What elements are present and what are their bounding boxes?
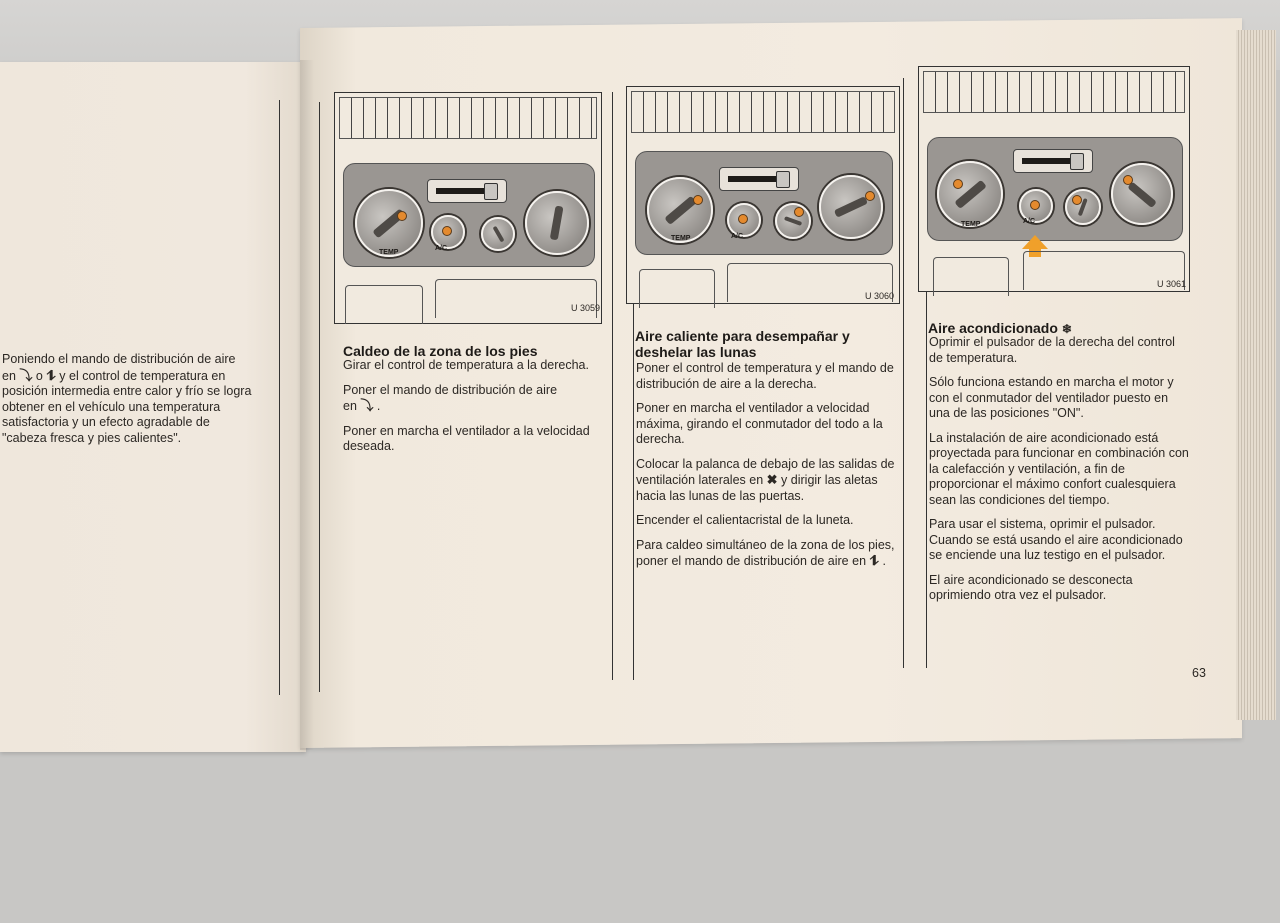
lower-compartment-left bbox=[639, 269, 715, 308]
ac-indicator-dot bbox=[442, 226, 452, 236]
figure-code: U 3060 bbox=[865, 291, 895, 301]
lower-compartment-left bbox=[345, 285, 423, 324]
section-body-defrost: Poner el control de temperatura y el mando de distribución de aire a la derecha. Poner en marcha el ventilador a velocidad máxima, girando el conmutador del todo a la derecha. Colocar la palanca de debajo de las salidas de ventilación laterales en ✖ y dirigir las aletas hacia las lunas de las puertas. Encender el calientacristal de la luneta. Para caldeo simultáneo de la zona de los pies, poner el mando de distribución de aire en ⥮ . bbox=[636, 361, 895, 568]
temp-indicator-dot bbox=[397, 211, 407, 221]
page-stack-edge bbox=[1236, 30, 1276, 720]
temp-label: TEMP bbox=[961, 221, 981, 228]
column-rule-2 bbox=[612, 92, 613, 680]
figure-code: U 3061 bbox=[1157, 279, 1187, 289]
figure-heater-panel-2 bbox=[626, 86, 900, 304]
snowflake-icon: ❄ bbox=[1061, 322, 1072, 336]
fan-knob bbox=[481, 217, 515, 251]
dashboard-vents bbox=[923, 71, 1185, 113]
temp-knob bbox=[937, 161, 1003, 227]
ac-label: A/C bbox=[1023, 218, 1036, 225]
distribution-indicator-dot bbox=[1123, 175, 1133, 185]
distribution-knob bbox=[525, 191, 589, 255]
distribution-knob bbox=[1111, 163, 1173, 225]
column-rule-1 bbox=[319, 102, 320, 692]
section-heading-feet: Caldeo de la zona de los pies bbox=[343, 343, 538, 359]
vent-closed-icon: ✖ bbox=[766, 472, 778, 487]
figure-heater-panel-1 bbox=[334, 92, 602, 324]
ac-indicator-dot bbox=[738, 214, 748, 224]
ac-indicator-dot bbox=[1030, 200, 1040, 210]
ac-arrow-icon bbox=[1022, 235, 1048, 249]
fan-knob bbox=[775, 203, 811, 239]
air-slider bbox=[719, 167, 799, 191]
foot-vent-icon: ⤵ bbox=[360, 398, 374, 413]
left-page-rule bbox=[279, 100, 280, 695]
fan-indicator-dot bbox=[1072, 195, 1082, 205]
fan-knob bbox=[1065, 189, 1101, 225]
page-number: 63 bbox=[1192, 666, 1206, 680]
dashboard-vents bbox=[631, 91, 895, 133]
ac-label: A/C bbox=[435, 245, 448, 252]
air-slider bbox=[427, 179, 507, 203]
foot-vent-icon: ⤵ bbox=[19, 367, 33, 383]
air-slider bbox=[1013, 149, 1093, 173]
dashboard-vents bbox=[339, 97, 597, 139]
temp-knob bbox=[355, 189, 423, 257]
temp-label: TEMP bbox=[379, 249, 399, 256]
foot-defrost-icon: ⥮ bbox=[869, 553, 879, 568]
column-rule-4 bbox=[903, 78, 904, 668]
section-body-ac: Oprimir el pulsador de la derecha del control de temperatura. Sólo funciona estando en marcha el motor y con el conmutador del ventilador puesto en una de las posiciones "ON". La instalación de aire acondicionado está proyectada para funcionar en combinación con la calefacción y ventilación, a fin de proporcionar el máximo confort cualesquiera sean las condiciones del tiempo. Para usar el sistema, oprimir el pulsador. Cuando se está usando el aire acondicionado se enciende una luz testigo en el pulsador. El aire acondicionado se desconecta oprimiendo otra vez el pulsador. bbox=[929, 335, 1189, 602]
temp-indicator-dot bbox=[693, 195, 703, 205]
section-body-feet: Girar el control de temperatura a la derecha. Poner el mando de distribución de aire en ⤵ . Poner en marcha el ventilador a la velocidad deseada. bbox=[343, 358, 590, 453]
lower-compartment-left bbox=[933, 257, 1009, 296]
figure-heater-panel-3 bbox=[918, 66, 1190, 292]
distribution-indicator-dot bbox=[865, 191, 875, 201]
section-heading-defrost: Aire caliente para desempañar y deshelar las lunas bbox=[635, 328, 850, 360]
ac-label: A/C bbox=[731, 233, 744, 240]
figure-code: U 3059 bbox=[571, 303, 601, 313]
temp-label: TEMP bbox=[671, 235, 691, 242]
temp-knob bbox=[647, 177, 713, 243]
book-gutter bbox=[300, 60, 314, 750]
fan-indicator-dot bbox=[794, 207, 804, 217]
foot-defrost-icon: ⥮ bbox=[46, 367, 56, 383]
temp-indicator-dot bbox=[953, 179, 963, 189]
distribution-knob bbox=[819, 175, 883, 239]
section-heading-ac: Aire acondicionado ❄ bbox=[928, 320, 1072, 336]
left-page-text: Poniendo el mando de distribución de aire en ⤵ o ⥮ y el control de temperatura en posición intermedia entre calor y frío se logra obtener en el vehículo una temperatura satisfactoria y un efecto agradable de "cabeza fresca y pies calientes". bbox=[2, 352, 252, 445]
